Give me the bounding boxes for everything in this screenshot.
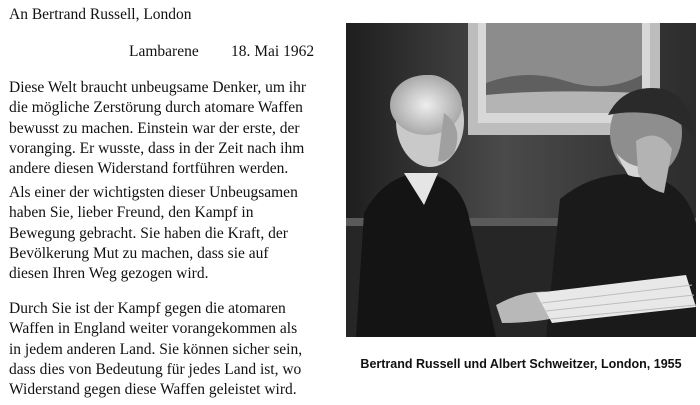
photo-caption: Bertrand Russell und Albert Schweitzer, London, 1955: [360, 357, 682, 371]
letter-paragraph-1: [9, 78, 349, 179]
letter-place: Lambarene: [129, 43, 199, 60]
paragraph-line: in jedem anderen Land. Sie können sicher sein,: [9, 340, 303, 358]
paragraph-line: Bevölkerung Mut zu machen, dass sie auf: [9, 244, 269, 262]
letter-paragraph-3: [9, 299, 349, 400]
photograph: [346, 23, 696, 337]
paragraph-line: diesen Ihren Weg gezogen wird.: [9, 265, 209, 283]
paragraph-line: Durch Sie ist der Kampf gegen die atomaren: [9, 300, 286, 317]
photograph-illustration: [346, 23, 696, 337]
letter-date: 18. Mai 1962: [231, 43, 315, 60]
letter-addressee: An Bertrand Russell, London: [9, 6, 192, 23]
paragraph-line: Widerstand gegen diese Waffen geleistet wird.: [9, 381, 297, 399]
paragraph-line: Diese Welt braucht unbeugsame Denker, um ihr: [9, 79, 306, 96]
paragraph-line: Waffen in England weiter vorangekommen als: [9, 320, 298, 338]
paragraph-line: bewusst zu machen. Einstein war der erste, der: [9, 119, 300, 137]
paragraph-line: andere diesen Widerstand fortführen werden.: [9, 160, 289, 178]
paragraph-line: die mögliche Zerstörung durch atomare Waffen: [9, 99, 303, 117]
letter-paragraph-2: [9, 183, 349, 284]
paragraph-line: haben Sie, lieber Freund, den Kampf in: [9, 204, 254, 222]
paragraph-line: voranging. Er wusste, dass in der Zeit nach ihm: [9, 139, 305, 157]
paragraph-line: Bewegung gebracht. Sie haben die Kraft, der: [9, 224, 288, 242]
paragraph-line: dass dies von Bedeutung für jedes Land ist, wo: [9, 360, 302, 378]
paragraph-line: Als einer der wichtigsten dieser Unbeugsamen: [9, 184, 298, 201]
